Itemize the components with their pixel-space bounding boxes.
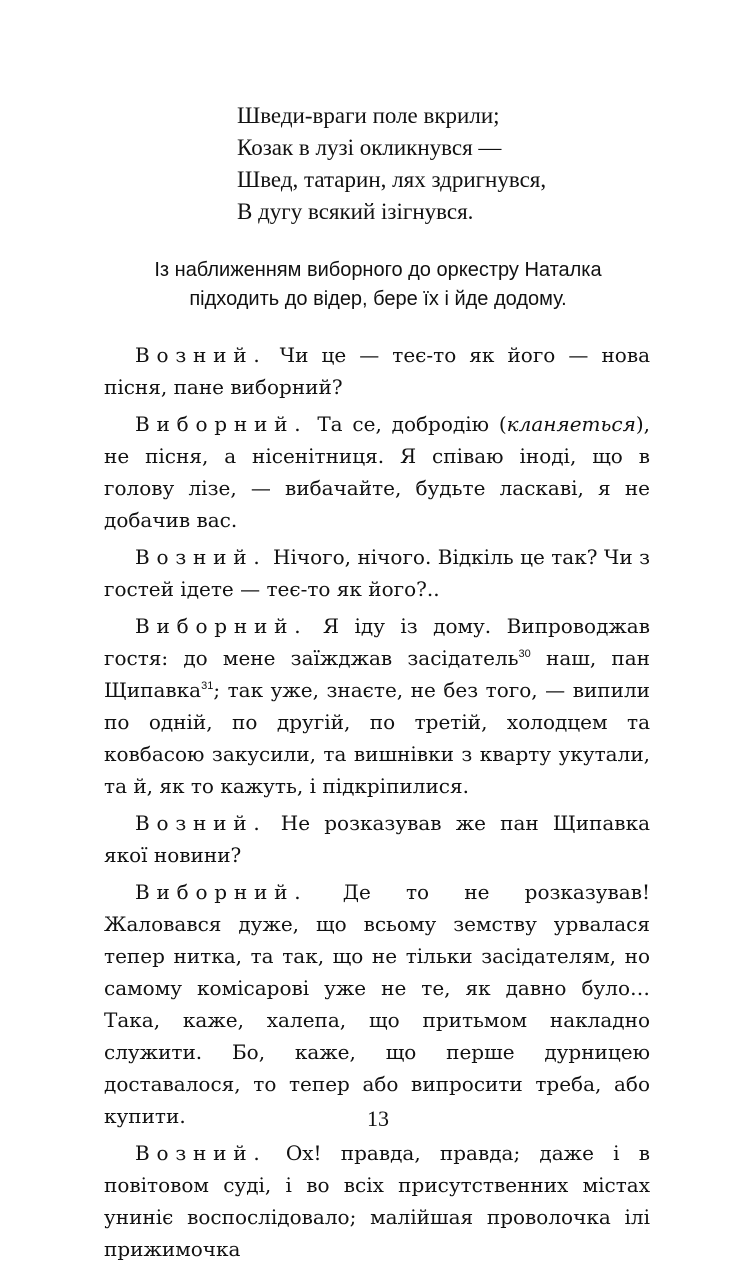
speaker-name: Возний. [135, 1141, 267, 1165]
verse-line: В дугу всякий ізігнувся. [237, 199, 474, 224]
dialogue-paragraph [104, 610, 650, 802]
speaker-name: Возний. [135, 545, 267, 569]
song-verse [237, 100, 546, 228]
speech-text: Я іду із дому. Випроводжав гостя: до мене заїжджав засідатель [104, 614, 650, 670]
speech-text: ), не пісня, а нісенітниця. Я співаю іноді, що в голову лізе, — вибачайте, будьте ласкаві, я не добачив вас. [104, 412, 650, 532]
page-number: 13 [367, 1106, 389, 1131]
verse-line: Козак в лузі окликнувся — [237, 135, 502, 160]
dialogue-paragraph [104, 541, 650, 605]
stage-direction-line: Із наближенням виборного до оркестру Наталка [154, 259, 602, 281]
dialogue-paragraph [104, 876, 650, 1132]
speech-text: Де то не розказував! Жаловався дуже, що всьому земству урвалася тепер нитка, та так, що не тільки засідателям, но самому комісарові уже не те, як давно було… Така, каже, халепа, що притьмом накладно служити. Бо, каже, що перше дурницею доставалося, то тепер або випросити треба, або купити. [104, 880, 651, 1128]
dialogue-paragraph [104, 1137, 650, 1265]
verse-line: Швед, татарин, лях здригнувся, [237, 167, 547, 192]
speech-text: Нічого, нічого. Відкіль це так? Чи з гостей ідете — теє-то як його?.. [104, 545, 650, 601]
dialogue-paragraph [104, 339, 650, 403]
stage-direction [100, 256, 656, 314]
footnote-marker[interactable]: 31 [201, 680, 214, 692]
speaker-name: Виборний. [135, 412, 308, 436]
stage-direction-line: підходить до відер, бере їх і йде додому. [189, 288, 567, 310]
speech-text: Не розказував же пан Щипавка якої новини? [104, 811, 650, 867]
stage-remark: кланяеться [506, 412, 636, 436]
speech-text: ; так уже, знаєте, не без того, — випили по одній, по другій, по третій, холодцем та ковбасою закусили, та вишнівки з кварту укутали, та й, як то кажуть, і підкріпилися. [104, 678, 650, 798]
speech-text: Чи це — теє-то як його — нова пісня, пане виборний? [104, 343, 650, 399]
dialogue-paragraph [104, 408, 650, 536]
speaker-name: Виборний. [135, 614, 308, 638]
speaker-name: Виборний. [135, 880, 308, 904]
speaker-name: Возний. [135, 343, 267, 367]
speech-text: Ох! правда, правда; даже і в повітовом суді, і во всіх присутственних містах униніє воспослідовало; малійшая проволочка ілі прижимочка [104, 1141, 651, 1261]
speaker-name: Возний. [135, 811, 267, 835]
footnote-marker[interactable]: 30 [518, 648, 531, 660]
speech-text: наш, пан Щипавка [104, 646, 650, 702]
dialogue-paragraph [104, 807, 650, 871]
speech-text: Та се, добродію ( [317, 412, 507, 436]
verse-line: Шведи-враги поле вкрили; [237, 103, 500, 128]
